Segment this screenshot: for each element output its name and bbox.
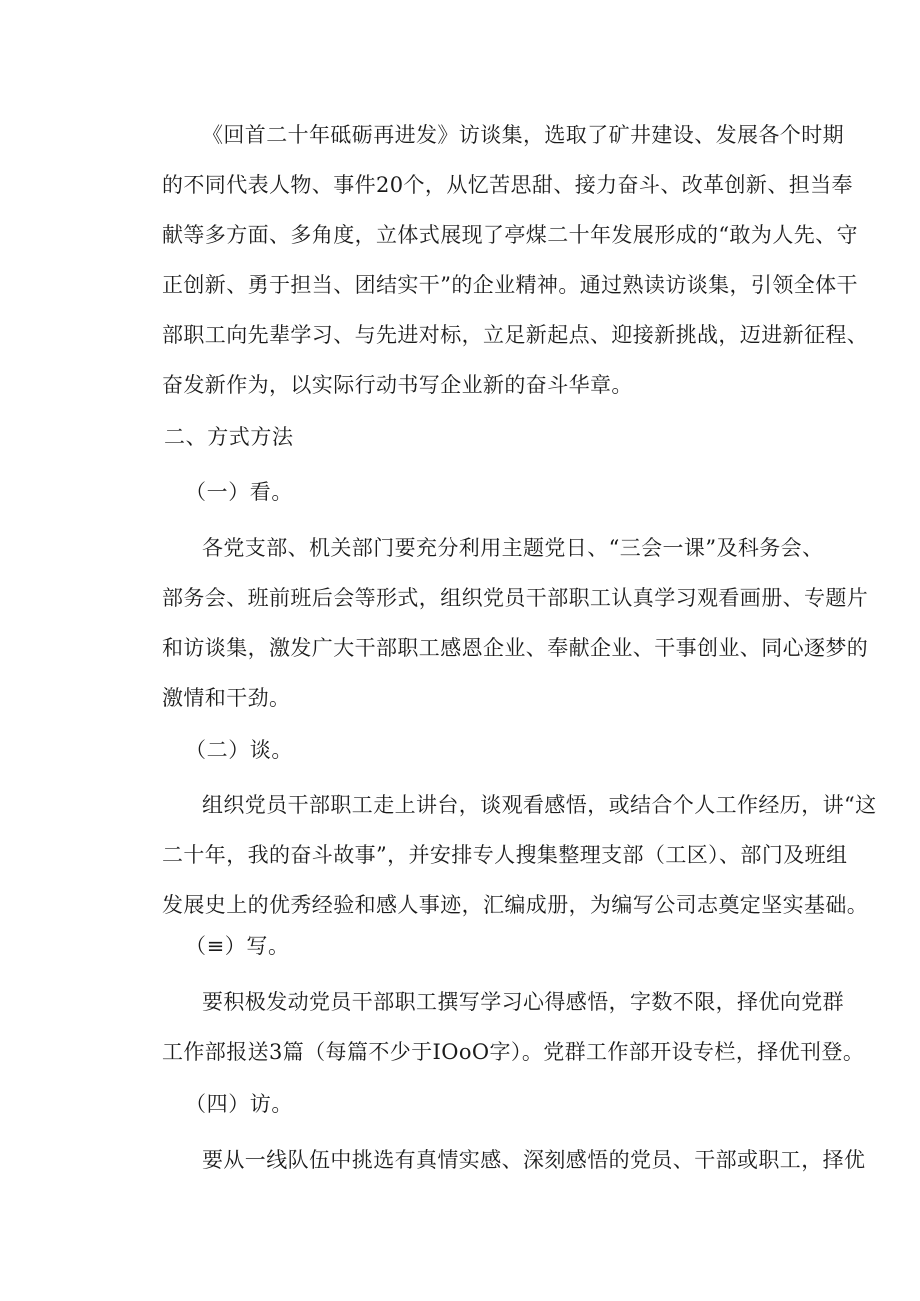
subsection-heading: （≡）写。 (185, 934, 290, 958)
subsection-heading: （一）看。 (185, 480, 293, 504)
paragraph-line: 要从一线队伍中挑选有真情实感、深刻感悟的党员、干部或职工，择优 (202, 1148, 866, 1172)
paragraph-line: 《回首二十年砥砺再进发》访谈集，选取了矿井建设、发展各个时期 (202, 123, 844, 147)
subsection-heading: （二）谈。 (185, 738, 293, 762)
paragraph-line: 部务会、班前班后会等形式，组织党员干部职工认真学习观看画册、专题片 (162, 586, 869, 610)
paragraph-line: 组织党员干部职工走上讲台，谈观看感悟，或结合个人工作经历，讲“这 (202, 793, 877, 817)
paragraph-line: 激情和干劲。 (162, 686, 291, 710)
paragraph-line: 奋发新作为，以实际行动书写企业新的奋斗华章。 (162, 373, 633, 397)
paragraph-line: 献等多方面、多角度，立体式展现了亭煤二十年发展形成的“敢为人先、守 (162, 223, 858, 247)
paragraph-line: 各党支部、机关部门要充分利用主题党日、“三会一课”及科务会、 (202, 536, 824, 560)
section-heading: 二、方式方法 (164, 425, 294, 449)
paragraph-line: 的不同代表人物、事件20个，从忆苦思甜、接力奋斗、改革创新、担当奉 (162, 173, 853, 197)
paragraph-line: 要积极发动党员干部职工撰写学习心得感悟，字数不限，择优向党群 (202, 990, 844, 1014)
paragraph-line: 和访谈集，激发广大干部职工感恩企业、奉献企业、干事创业、同心逐梦的 (162, 636, 869, 660)
paragraph-line: 二十年，我的奋斗故事”，并安排专人搜集整理支部（工区）、部门及班组 (162, 843, 848, 867)
paragraph-line: 部职工向先辈学习、与先进对标，立足新起点、迎接新挑战，迈进新征程、 (162, 323, 869, 347)
subsection-heading: （四）访。 (185, 1092, 293, 1116)
paragraph-line: 正创新、勇于担当、团结实干”的企业精神。通过熟读访谈集，引领全体干 (162, 273, 858, 297)
paragraph-line: 发展史上的优秀经验和感人事迹，汇编成册，为编写公司志奠定坚实基础。 (162, 893, 869, 917)
paragraph-line: 工作部报送3篇（每篇不少于IOoO字）。党群工作部开设专栏，择优刊登。 (162, 1040, 865, 1064)
